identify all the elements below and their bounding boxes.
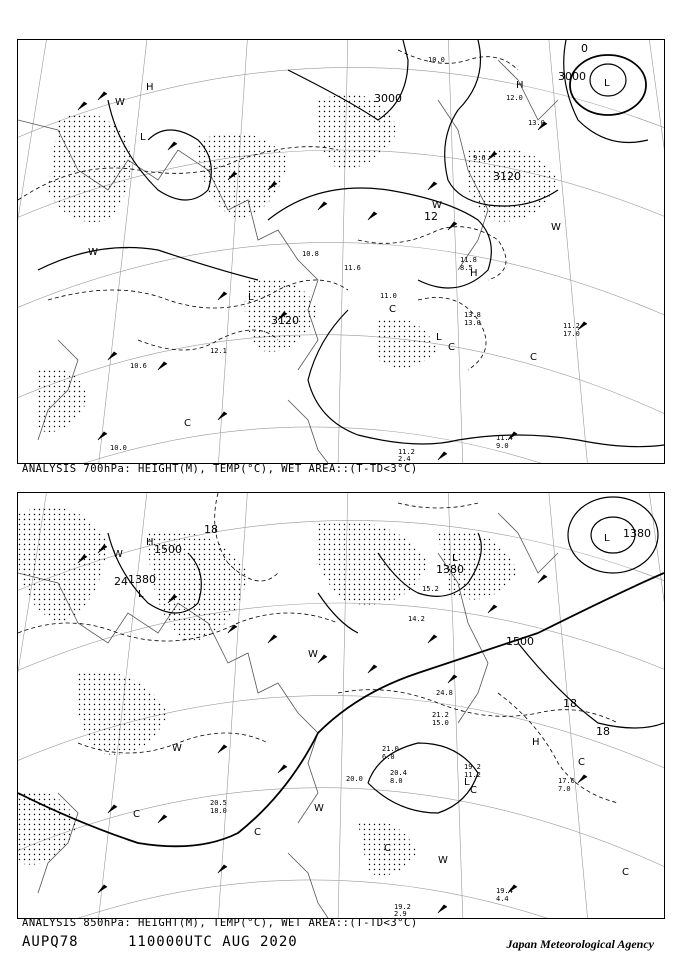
map-panel-700hpa xyxy=(17,39,665,464)
station-obs: 20.5 xyxy=(210,799,227,807)
station-obs: 19.2 xyxy=(394,903,411,911)
station-obs: 2.4 xyxy=(398,455,411,463)
contour-label: 24 xyxy=(114,575,128,588)
station-obs: 12.1 xyxy=(210,347,227,355)
station-obs: 20.4 xyxy=(390,769,407,777)
temperature-label: C xyxy=(448,342,455,353)
station-obs: 20.0 xyxy=(346,775,363,783)
temperature-label: W xyxy=(551,222,561,233)
temperature-label: W xyxy=(88,247,98,258)
temperature-label: C xyxy=(184,418,191,429)
temperature-label: W xyxy=(438,855,448,866)
contour-label: 3000 xyxy=(558,70,586,83)
station-obs: 14.2 xyxy=(408,615,425,623)
contour-label: 18 xyxy=(563,697,577,710)
station-obs: 17.0 xyxy=(563,330,580,338)
pressure-center-label: H xyxy=(532,737,540,748)
contour-label: 18 xyxy=(204,523,218,536)
temperature-label: C xyxy=(530,352,537,363)
contour-label: 12 xyxy=(424,210,438,223)
station-obs: 7.0 xyxy=(558,785,571,793)
station-obs: 11.2 xyxy=(464,771,481,779)
station-obs: 13.8 xyxy=(464,311,481,319)
station-obs: 9.0 xyxy=(496,442,509,450)
temperature-label: W xyxy=(113,549,123,560)
temperature-label: C xyxy=(470,785,477,796)
contour-label: 3120 xyxy=(271,314,299,327)
station-obs: 10.8 xyxy=(302,250,319,258)
valid-time: 110000UTC AUG 2020 xyxy=(128,934,298,950)
station-obs: 8.5 xyxy=(460,264,473,272)
station-obs: 24.8 xyxy=(436,689,453,697)
temperature-label: W xyxy=(115,97,125,108)
station-obs: 21.0 xyxy=(382,745,399,753)
station-obs: 11.4 xyxy=(496,434,513,442)
station-obs: 8.0 xyxy=(390,777,403,785)
station-obs: 11.0 xyxy=(380,292,397,300)
temperature-label: W xyxy=(308,649,318,660)
station-obs: 19.4 xyxy=(496,887,513,895)
pressure-center-label: L xyxy=(464,777,470,788)
station-obs: 15.2 xyxy=(422,585,439,593)
station-obs: 17.6 xyxy=(558,777,575,785)
pressure-center-label: L xyxy=(604,78,610,89)
temperature-label: C xyxy=(389,304,396,315)
map-panel-850hpa xyxy=(17,492,665,919)
contour-label: 3000 xyxy=(374,92,402,105)
contour-label: 1380 xyxy=(436,563,464,576)
station-obs: 6.0 xyxy=(382,753,395,761)
pressure-center-label: H xyxy=(470,268,478,279)
contour-label: 18 xyxy=(596,725,610,738)
pressure-center-label: H xyxy=(516,80,524,91)
station-obs: 10.0 xyxy=(110,444,127,452)
temperature-label: C xyxy=(622,867,629,878)
pressure-center-label: H xyxy=(146,82,154,93)
contour-label: 1500 xyxy=(506,635,534,648)
contour-label: 1380 xyxy=(128,573,156,586)
pressure-center-label: L xyxy=(604,533,610,544)
station-obs: 18.0 xyxy=(210,807,227,815)
temperature-label: C xyxy=(254,827,261,838)
station-obs: 11.2 xyxy=(563,322,580,330)
pressure-center-label: H xyxy=(146,537,154,548)
map-700hpa-canvas xyxy=(18,40,664,463)
temperature-label: C xyxy=(133,809,140,820)
station-obs: 15.0 xyxy=(432,719,449,727)
station-obs: 11.8 xyxy=(460,256,477,264)
wet-areas xyxy=(38,94,558,432)
pressure-center-label: L xyxy=(138,589,144,600)
product-code: AUPQ78 xyxy=(22,934,79,950)
caption-850hpa: ANALYSIS 850hPa: HEIGHT(M), TEMP(°C), WET AREA::(T-TD<3°C) xyxy=(22,917,418,929)
contour-label: 0 xyxy=(581,42,588,55)
contour-label: 1500 xyxy=(154,543,182,556)
station-obs: 13.0 xyxy=(464,319,481,327)
station-obs: 21.2 xyxy=(432,711,449,719)
station-obs: 9.6 xyxy=(473,154,486,162)
station-obs: 11.2 xyxy=(398,448,415,456)
station-obs: 2.9 xyxy=(394,910,407,918)
temperature-label: W xyxy=(172,743,182,754)
temperature-label: W xyxy=(314,803,324,814)
contour-label: 3120 xyxy=(493,170,521,183)
station-obs: 4.4 xyxy=(496,895,509,903)
station-obs: 10.6 xyxy=(130,362,147,370)
station-obs: 13.0 xyxy=(528,119,545,127)
station-obs: 12.0 xyxy=(506,94,523,102)
station-obs: 11.6 xyxy=(344,264,361,272)
map-850hpa-canvas xyxy=(18,493,664,918)
agency-name: Japan Meteorological Agency xyxy=(506,937,654,951)
temperature-label: C xyxy=(384,843,391,854)
pressure-center-label: L xyxy=(140,132,146,143)
pressure-center-label: L xyxy=(248,292,254,303)
caption-700hpa: ANALYSIS 700hPa: HEIGHT(M), TEMP(°C), WET AREA::(T-TD<3°C) xyxy=(22,463,418,475)
temperature-label: C xyxy=(578,757,585,768)
temperature-label: W xyxy=(432,200,442,211)
station-obs: 10.0 xyxy=(428,56,445,64)
station-obs: 19.2 xyxy=(464,763,481,771)
pressure-center-label: L xyxy=(436,332,442,343)
pressure-center-label: L xyxy=(452,553,458,564)
contour-label: 1380 xyxy=(623,527,651,540)
